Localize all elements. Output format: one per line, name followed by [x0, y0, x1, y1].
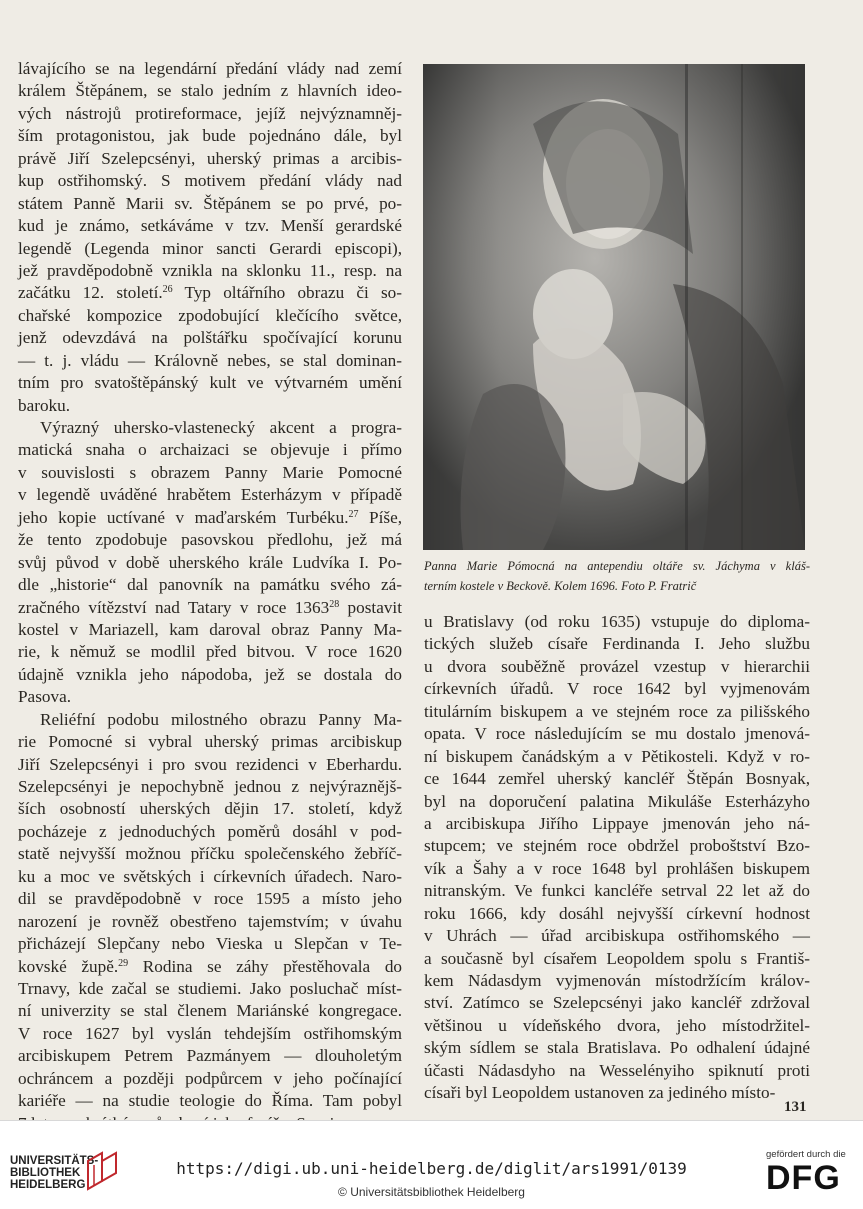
text-line: Jiří Szelepcsényi i pro svou rezidenci v Eberhardu. [18, 754, 402, 774]
text-line: dle „historie“ dal panovník na památku svého zá- [18, 575, 402, 595]
text-line: opata. V roce následujícím se mu dostalo jmenová- [424, 724, 810, 744]
text-line: právě Jiří Szelepcsényi, uherský primas a arcibis- [18, 148, 402, 168]
text-line: kem Nádasdym vyjmenován místodržícím králov- [424, 971, 810, 990]
madonna-photograph [423, 64, 805, 550]
text-line: státem Panně Marii sv. Štěpánem se po prvé, po- [18, 193, 402, 213]
dfg-funding-text: gefördert durch die [766, 1149, 846, 1160]
text-line: ším protagonistou, jak bude pojednáno dále, byl [18, 126, 402, 146]
text-line: jenž odevzdává na polštářku spočívající korunu [18, 328, 402, 348]
text-line: kariéře — na studie teologie do Říma. Tam pobyl [18, 1091, 402, 1111]
text-line: statě nejvyšší možnou příčku společenského žebříč- [18, 844, 402, 864]
text-line: u dvora souběžně provázel vzestup v hierarchii [424, 656, 810, 676]
library-name-line: UNIVERSITÄTS- [10, 1155, 99, 1167]
text-line: rie Pomocné si vybral uherský primas arcibiskup [18, 732, 402, 752]
text-line: císaři byl Leopoldem ustanoven za jediného místo- [424, 1083, 776, 1103]
text-line: u Bratislavy (od roku 1635) vstupuje do diploma- [424, 612, 810, 631]
text-line: legendě (Legenda minor sancti Gerardi episcopi), [18, 238, 402, 258]
text-line: — t. j. vládu — Královně nebes, se stal dominan- [18, 350, 402, 370]
text-line: začátku 12. století.$^{26}$ Typ oltářního obrazu či so- [18, 283, 402, 303]
text-line: ku a moc ve světských i církevních úřadech. Naro- [18, 866, 402, 886]
text-line: králem Štěpánem, se stalo jedním z hlavních ideo- [18, 81, 402, 101]
text-line: matická snaha o archaizaci se objevuje i přímo [18, 440, 402, 460]
text-line: ní biskupem čanádským a v Pětikosteli. Když v ro- [424, 746, 810, 766]
madonna-image [423, 64, 805, 550]
text-line: dil se pravděpodobně v roce 1595 a místo jeho [18, 889, 402, 909]
text-line: chařské kompozice zpodobující klečícího světce, [18, 305, 402, 325]
text-line: lávajícího se na legendární předání vlády nad zemí [18, 59, 402, 78]
text-line: kup ostřihomský. S motivem předání vlády nad [18, 171, 402, 191]
library-name-line: BIBLIOTHEK [10, 1167, 81, 1179]
text-line: v souvislosti s obrazem Panny Marie Pomocné [18, 462, 402, 482]
text-line: tním pro svatoštěpánský kult ve výtvarném umění [18, 373, 402, 393]
text-line: vých nástrojů protireformace, jejíž nejvýznamněj- [18, 103, 402, 123]
text-line: ství. Zatímco se Szelepcsényi jako kancléř zdržoval [424, 993, 810, 1013]
text-line: kostel v Mariazell, kam daroval obraz Panny Ma- [18, 619, 402, 639]
text-line: jež pravděpodobně vznikla na sklonku 11., resp. na [18, 260, 402, 280]
text-line: údajně vznikla jeho nápodoba, jež se dostala do [18, 664, 402, 684]
photo-caption [424, 556, 810, 596]
text-line: tických služeb císaře Ferdinanda I. Jeho službu [424, 634, 810, 654]
text-line: roku 1666, kdy dosáhl nejvyšší církevní hodnost [424, 903, 810, 923]
text-line: většinou u vídeňského dvora, jeho místodržitel- [424, 1015, 810, 1035]
text-line: účasti Nádasdyho na Wesselényiho spiknutí proti [424, 1060, 810, 1080]
text-line: ní univerzity se stal členem Mariánské kongregace. [18, 1001, 402, 1021]
text-line: byl na doporučení palatina Mikuláše Esterházyho [424, 791, 810, 811]
text-line: Pasova. [18, 687, 71, 707]
text-line: svůj původ v době uherského krále Ludvíka I. Po- [18, 552, 402, 572]
text-line: Výrazný uhersko-vlastenecký akcent a progra- [40, 418, 402, 437]
text-line: a současně byl císařem Leopoldem spolu s Františ- [424, 948, 810, 968]
text-line: přicházejí Slepčany nebo Vieska u Slepčan v Te- [18, 934, 402, 954]
text-line: v legendě uváděné hrabětem Esterházym v případě [18, 485, 402, 505]
text-line: kovské župě.$^{29}$ Rodina se záhy přestěhovala do [18, 956, 403, 976]
left-text-column [18, 58, 402, 1135]
dfg-wordmark: DFG [766, 1159, 841, 1197]
citation-url-link[interactable]: https://digi.ub.uni-heidelberg.de/diglit/ars1991/0139 [176, 1159, 687, 1178]
text-line: kud je známo, setkáváme v tzv. Menší gerardské [18, 216, 402, 236]
footer-bar [0, 1120, 863, 1209]
text-line: stupcem; ve stejném roce obdržel proboštství Bzo- [424, 836, 810, 856]
text-line: V roce 1627 byl vyslán tehdejším ostřihomským [18, 1023, 402, 1043]
text-line: rie, k němuž se modlil před bitvou. V roce 1620 [18, 642, 402, 662]
text-line: nitranským. Ve funkci kancléře setrval 22 let až do [424, 881, 810, 901]
text-line: Panna Marie Pómocná na antependiu oltáře sv. Jáchyma v kláš- [424, 559, 810, 573]
text-line: Szelepcsényi je nepochybně jednou z nejvýraznějš- [18, 777, 402, 796]
text-line: arcibiskupem Petrem Pazmányem — dlouholetým [18, 1046, 402, 1066]
copyright-text: © Universitätsbibliothek Heidelberg [338, 1185, 525, 1199]
text-line: Trnavy, kde začal se studiemi. Jako posluchač míst- [18, 978, 402, 998]
text-line: terním kostele v Beckově. Kolem 1696. Foto P. Fratrič [424, 579, 697, 593]
right-text-column [424, 611, 810, 1105]
text-line: v Uhrách — úřad arcibiskupa ostřihomského — [424, 926, 810, 946]
library-name-line: HEIDELBERG [10, 1179, 86, 1191]
text-line: Reliéfní podobu milostného obrazu Panny Ma- [40, 709, 402, 729]
text-line: ochráncem a později podpůrcem v jeho počínající [18, 1068, 402, 1088]
text-line: církevních úřadů. V roce 1642 byl vyjmenovám [424, 679, 810, 699]
text-line: vík a Šahy a v roce 1648 byl prohlášen biskupem [424, 858, 810, 878]
text-line: jeho kopie uctívané v maďarském Turbéku.$^{27}$ Píše, [18, 507, 402, 527]
text-line: pocházeje z jednoduchých poměrů dosáhl v pod- [18, 821, 402, 841]
text-line: baroku. [18, 395, 71, 415]
page-number: 131 [784, 1099, 807, 1115]
dfg-logo [766, 1149, 846, 1197]
text-line: ších osobností uherských dějin 17. století, když [18, 799, 402, 819]
text-line: ce 1644 zemřel uherský kancléř Štěpán Bosnyak, [424, 769, 810, 789]
text-line: titulárním biskupem a ve stejném roce za pilišského [424, 701, 810, 721]
text-line: narození je rovněž obestřeno tajemstvím; v úvahu [18, 911, 402, 931]
text-line: zračného vítězství nad Tatary v roce 1363$^{28}$ postavit [18, 597, 402, 617]
text-line: ským sídlem se stala Bratislava. Po odhalení údajné [424, 1038, 810, 1058]
text-line: a arcibiskupa Jiřího Lippaye jmenován jeho ná- [424, 813, 810, 833]
text-line: že tento zpodobuje pasovskou předlohu, jež má [18, 530, 402, 550]
